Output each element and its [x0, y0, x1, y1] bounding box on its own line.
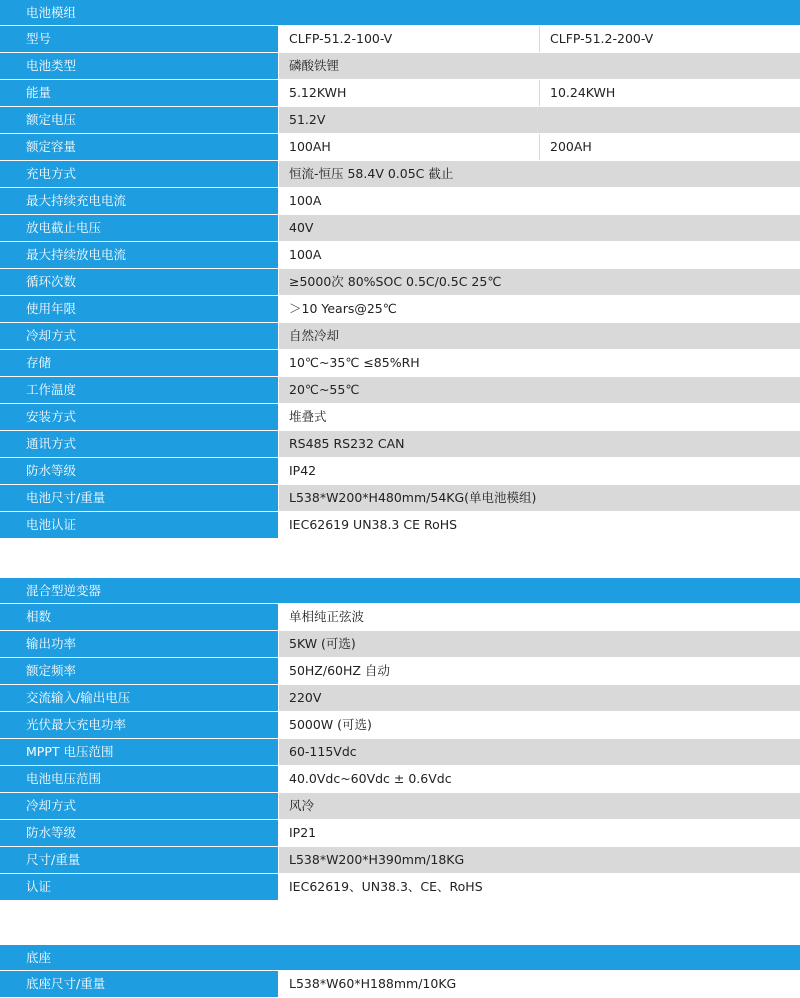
spec-row — [0, 188, 800, 215]
spec-value: RS485 RS232 CAN — [279, 431, 800, 457]
spec-value: IP42 — [279, 458, 800, 484]
spec-value: 5KW (可选) — [279, 631, 800, 657]
spec-label: 额定电压 — [0, 107, 279, 133]
spec-label: 电池尺寸/重量 — [0, 485, 279, 511]
spec-label: 工作温度 — [0, 377, 279, 403]
spec-row — [0, 296, 800, 323]
spec-value: IEC62619 UN38.3 CE RoHS — [279, 512, 800, 538]
spec-row — [0, 874, 800, 901]
spec-value: IEC62619、UN38.3、CE、RoHS — [279, 874, 800, 900]
spec-label: 相数 — [0, 604, 279, 630]
spec-label: 型号 — [0, 26, 279, 52]
spec-label: 额定容量 — [0, 134, 279, 160]
spec-row — [0, 512, 800, 539]
spec-label: 尺寸/重量 — [0, 847, 279, 873]
spec-label: 充电方式 — [0, 161, 279, 187]
spec-label: 最大持续充电电流 — [0, 188, 279, 214]
spec-value: 5.12KWH — [279, 80, 539, 106]
spec-value: 20℃~55℃ — [279, 377, 800, 403]
spec-row — [0, 323, 800, 350]
spec-label: 交流输入/输出电压 — [0, 685, 279, 711]
spec-label: 通讯方式 — [0, 431, 279, 457]
spec-label: 放电截止电压 — [0, 215, 279, 241]
spec-label: 冷却方式 — [0, 323, 279, 349]
spec-row — [0, 793, 800, 820]
spec-row — [0, 53, 800, 80]
spec-row — [0, 604, 800, 631]
spec-value: 10.24KWH — [539, 80, 800, 106]
spec-value: 10℃~35℃ ≤85%RH — [279, 350, 800, 376]
spec-label: 防水等级 — [0, 820, 279, 846]
spec-label: 循环次数 — [0, 269, 279, 295]
spec-row — [0, 269, 800, 296]
spec-value: 堆叠式 — [279, 404, 800, 430]
spec-row — [0, 971, 800, 998]
spec-value: 风冷 — [279, 793, 800, 819]
spec-value: CLFP-51.2-200-V — [539, 26, 800, 52]
spec-row — [0, 631, 800, 658]
spec-value: 51.2V — [279, 107, 800, 133]
spec-label: 输出功率 — [0, 631, 279, 657]
spec-value: CLFP-51.2-100-V — [279, 26, 539, 52]
spec-label: 底座尺寸/重量 — [0, 971, 279, 997]
spec-label: 冷却方式 — [0, 793, 279, 819]
spec-row — [0, 404, 800, 431]
section-header: 电池模组 — [0, 0, 800, 26]
spec-row — [0, 107, 800, 134]
spec-row — [0, 485, 800, 512]
spec-row — [0, 80, 800, 107]
section-header: 底座 — [0, 945, 800, 971]
spec-row — [0, 847, 800, 874]
spec-label: 安装方式 — [0, 404, 279, 430]
spec-label: 能量 — [0, 80, 279, 106]
spec-label: 电池类型 — [0, 53, 279, 79]
spec-row — [0, 766, 800, 793]
spec-label: 光伏最大充电功率 — [0, 712, 279, 738]
spec-label: 认证 — [0, 874, 279, 900]
spec-label: 最大持续放电电流 — [0, 242, 279, 268]
spec-value: 220V — [279, 685, 800, 711]
spec-value: 5000W (可选) — [279, 712, 800, 738]
spec-row — [0, 658, 800, 685]
spec-value: 100AH — [279, 134, 539, 160]
spec-row — [0, 712, 800, 739]
spec-value: 单相纯正弦波 — [279, 604, 800, 630]
spec-value: 40V — [279, 215, 800, 241]
spec-row — [0, 134, 800, 161]
spec-row — [0, 458, 800, 485]
hybrid-inverter-table — [0, 578, 800, 901]
spec-value: ＞10 Years@25℃ — [279, 296, 800, 322]
spec-row — [0, 739, 800, 766]
spec-value: 40.0Vdc~60Vdc ± 0.6Vdc — [279, 766, 800, 792]
spec-label: 电池电压范围 — [0, 766, 279, 792]
spec-row — [0, 350, 800, 377]
spec-value: 恒流-恒压 58.4V 0.05C 截止 — [279, 161, 800, 187]
spec-value: ≥5000次 80%SOC 0.5C/0.5C 25℃ — [279, 269, 800, 295]
spec-label: 电池认证 — [0, 512, 279, 538]
base-table — [0, 945, 800, 998]
spec-row — [0, 242, 800, 269]
spec-value: 自然冷却 — [279, 323, 800, 349]
spec-value: 100A — [279, 188, 800, 214]
spec-row — [0, 215, 800, 242]
spec-value: 100A — [279, 242, 800, 268]
spec-row — [0, 377, 800, 404]
spec-label: 防水等级 — [0, 458, 279, 484]
spec-value: L538*W200*H390mm/18KG — [279, 847, 800, 873]
spec-row — [0, 820, 800, 847]
spec-label: 使用年限 — [0, 296, 279, 322]
spec-row — [0, 26, 800, 53]
spec-label: 存储 — [0, 350, 279, 376]
spec-label: MPPT 电压范围 — [0, 739, 279, 765]
spec-value: 60-115Vdc — [279, 739, 800, 765]
spec-row — [0, 431, 800, 458]
spec-value: L538*W200*H480mm/54KG(单电池模组) — [279, 485, 800, 511]
spec-value: 200AH — [539, 134, 800, 160]
spec-label: 额定频率 — [0, 658, 279, 684]
spec-row — [0, 161, 800, 188]
spec-value: 磷酸铁锂 — [279, 53, 800, 79]
spec-row — [0, 685, 800, 712]
section-header: 混合型逆变器 — [0, 578, 800, 604]
spec-value: IP21 — [279, 820, 800, 846]
spec-value: 50HZ/60HZ 自动 — [279, 658, 800, 684]
spec-value: L538*W60*H188mm/10KG — [279, 971, 800, 997]
